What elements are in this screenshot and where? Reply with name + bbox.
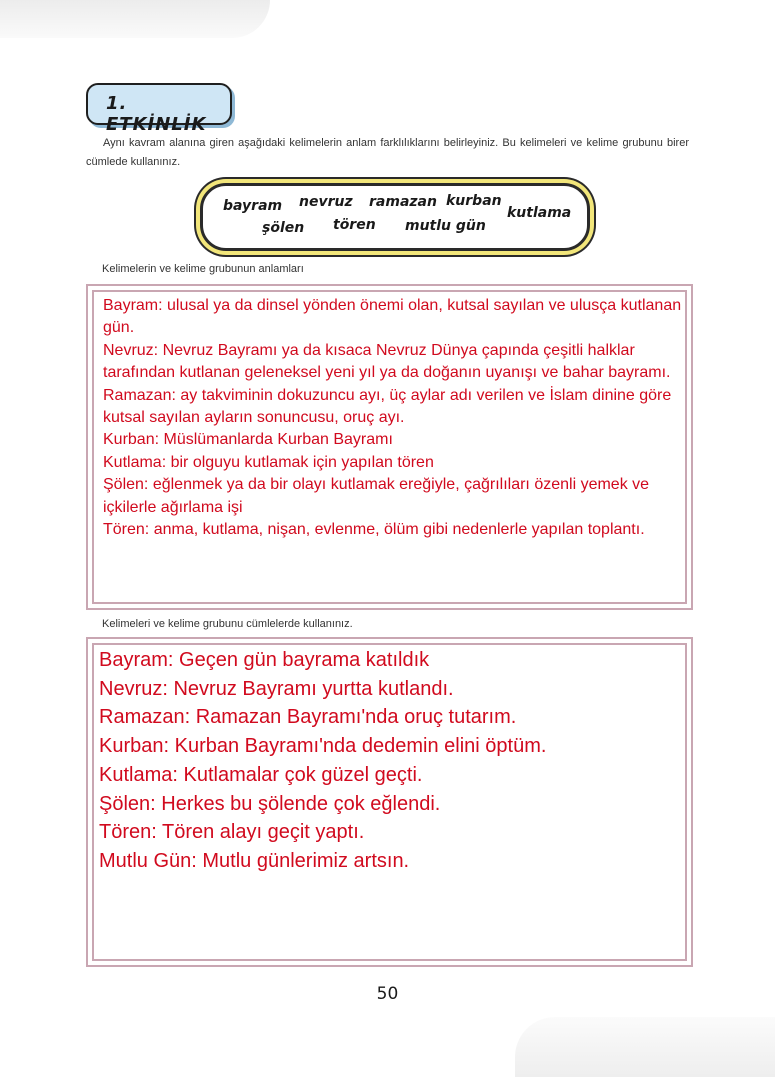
word-item: nevruz — [299, 194, 353, 210]
meaning-entry: Kurban: Müslümanlarda Kurban Bayramı — [103, 431, 393, 449]
word-item: tören — [333, 217, 376, 233]
word-item: bayram — [223, 198, 283, 214]
sentence-entry: Ramazan: Ramazan Bayramı'nda oruç tutarım. — [99, 706, 517, 729]
meaning-entry: Kutlama: bir olguyu kutlamak için yapılan tören — [103, 453, 434, 471]
sentences-label: Kelimeleri ve kelime grubunu cümlelerde kullanınız. — [102, 618, 353, 630]
page-number: 50 — [376, 984, 399, 1004]
sentence-entry: Tören: Tören alayı geçit yaptı. — [99, 821, 365, 844]
activity-instructions: Aynı kavram alanına giren aşağıdaki kelimelerin anlam farklılıklarını belirleyiniz. Bu kelimeleri ve kelime grubunu birer cümlede kullanınız. — [86, 137, 689, 168]
word-item: mutlu gün — [405, 218, 486, 234]
activity-title: 1. ETKİNLİK — [106, 93, 207, 135]
page-corner-shadow — [0, 0, 270, 38]
meaning-entry: Şölen: eğlenmek ya da bir olayı kutlamak ereğiyle, çağrılıları özenli yemek ve içkilerle ağırlama işi — [103, 476, 650, 516]
word-item: kutlama — [507, 205, 572, 221]
meaning-entry: Bayram: ulusal ya da dinsel yönden önemi olan, kutsal sayılan ve ulusça kutlanan gün. — [103, 297, 682, 337]
word-item: kurban — [446, 193, 502, 209]
sentences-text — [99, 646, 679, 876]
word-item: şölen — [262, 220, 305, 236]
word-item: ramazan — [369, 194, 437, 210]
sentence-entry: Mutlu Gün: Mutlu günlerimiz artsın. — [99, 849, 410, 872]
meaning-entry: Nevruz: Nevruz Bayramı ya da kısaca Nevruz Dünya çapında çeşitli halklar tarafından kutlanan geleneksel yeni yıl ya da doğanın uyanışı ve bahar bayramı. — [103, 341, 671, 382]
meaning-entry: Ramazan: ay takviminin dokuzuncu ayı, üç aylar adı verilen ve İslam dinine göre kutsal sayılan ayların sonuncusu, oruç ayı. — [103, 386, 672, 427]
sentence-entry: Kurban: Kurban Bayramı'nda dedemin elini öptüm. — [99, 735, 547, 758]
sentence-entry: Şölen: Herkes bu şölende çok eğlendi. — [99, 792, 441, 815]
sentence-entry: Bayram: Geçen gün bayrama katıldık — [99, 649, 430, 671]
sentence-entry: Kutlama: Kutlamalar çok güzel geçti. — [99, 763, 423, 786]
activity-title-badge — [86, 83, 232, 135]
word-cloud — [200, 183, 590, 251]
meanings-text — [103, 295, 683, 541]
meanings-label: Kelimelerin ve kelime grubunun anlamları — [102, 263, 304, 275]
meaning-entry: Tören: anma, kutlama, nişan, evlenme, ölüm gibi nedenlerle yapılan toplantı. — [103, 521, 645, 539]
sentence-entry: Nevruz: Nevruz Bayramı yurtta kutlandı. — [99, 677, 454, 700]
page-corner-shadow-bottom — [515, 1017, 775, 1077]
